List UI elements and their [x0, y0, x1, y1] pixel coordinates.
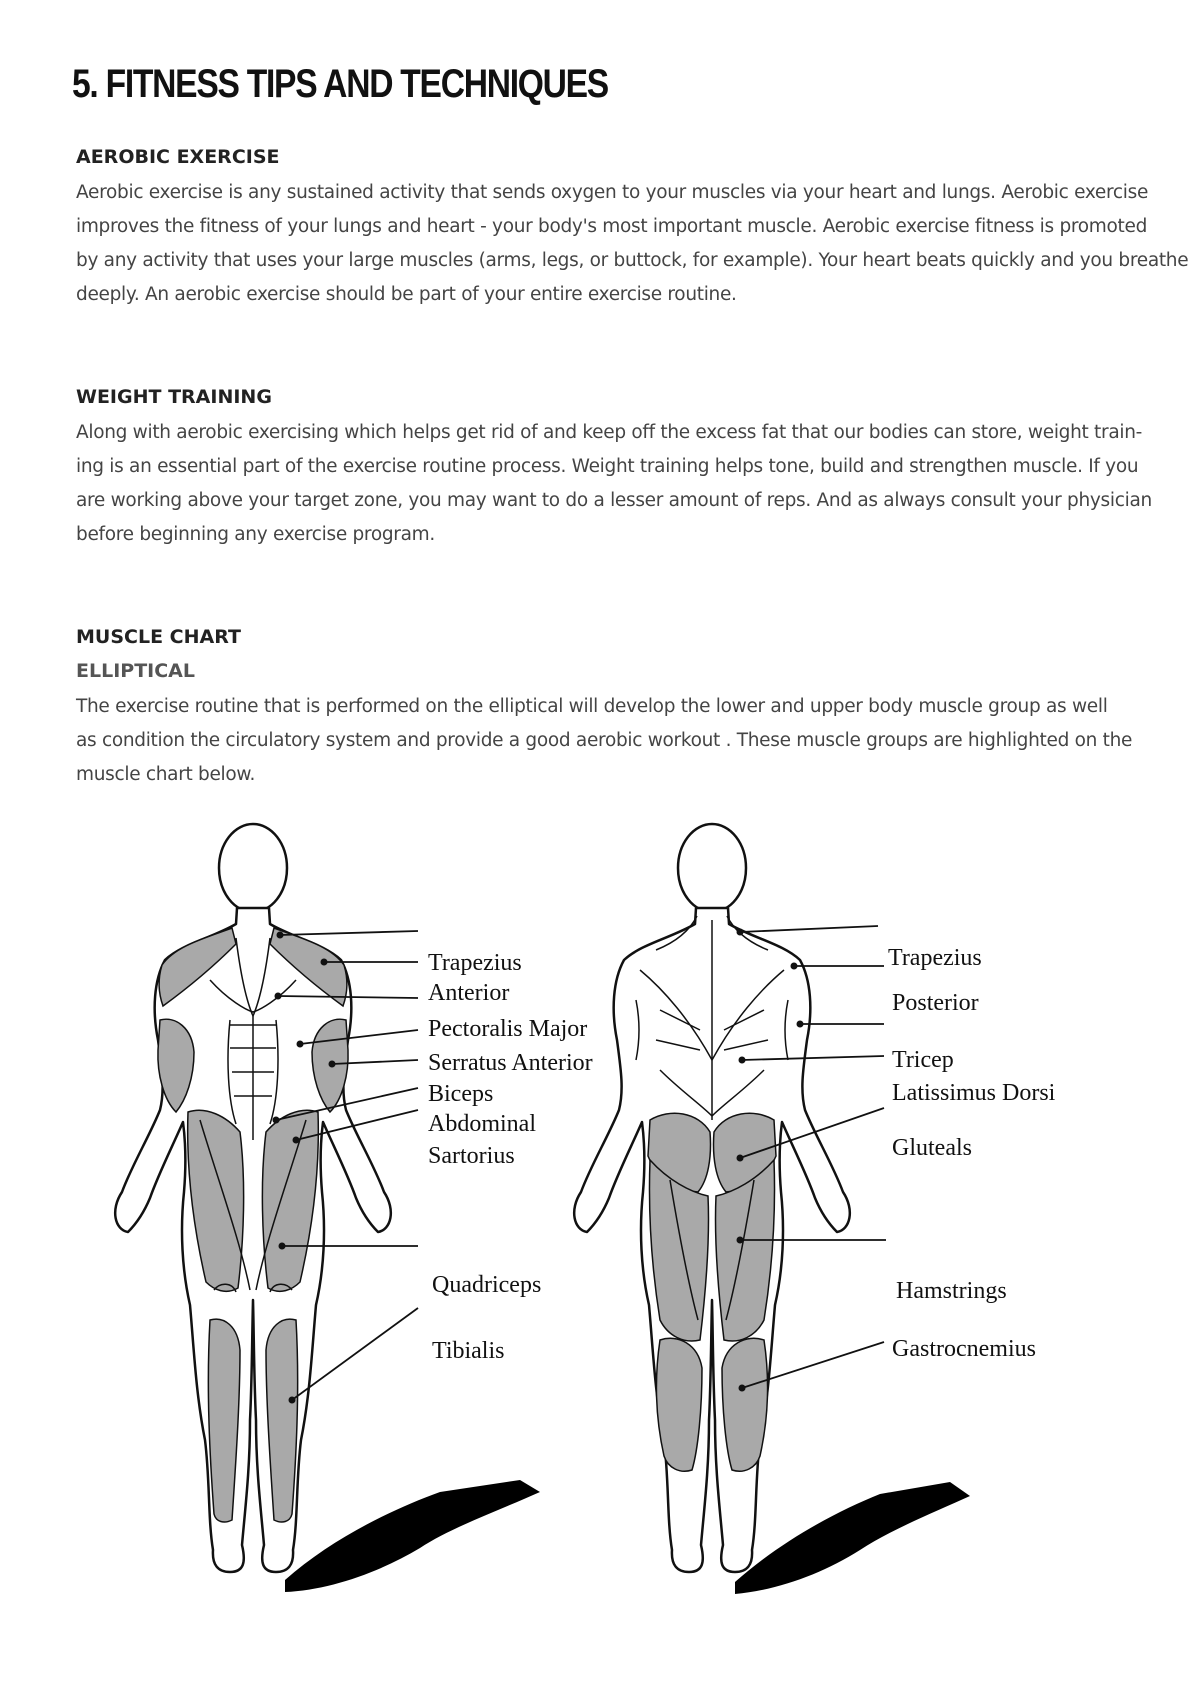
label-biceps: Biceps [428, 1081, 494, 1107]
label-trapezius-back: Trapezius [888, 945, 982, 971]
dot-trapezius-front [277, 932, 284, 939]
weight-line: before beginning any exercise program. [76, 524, 435, 545]
dot-anterior [321, 959, 328, 966]
label-gastrocnemius: Gastrocnemius [892, 1336, 1036, 1362]
front-head [219, 824, 287, 912]
aerobic-heading: AEROBIC EXERCISE [76, 146, 280, 168]
front-figure [115, 824, 540, 1592]
aerobic-line: deeply. An aerobic exercise should be part of your entire exercise routine. [76, 284, 737, 305]
back-labels [888, 945, 1056, 1362]
front-labels [428, 950, 593, 1364]
dot-tricep [797, 1021, 804, 1028]
back-figure [574, 824, 970, 1594]
muscle-line: muscle chart below. [76, 764, 256, 785]
weight-line: are working above your target zone, you may want to do a lesser amount of reps. And as always consult your physician [76, 490, 1152, 511]
label-sartorius: Sartorius [428, 1143, 515, 1169]
elliptical-subheading: ELLIPTICAL [76, 660, 195, 682]
weight-training-paragraph [76, 416, 1152, 552]
dot-gastrocnemius [739, 1385, 746, 1392]
front-body-outline [115, 908, 391, 1572]
muscle-chart-paragraph [76, 690, 1132, 792]
muscle-line: as condition the circulatory system and provide a good aerobic workout . These muscle groups are highlighted on the [76, 730, 1133, 751]
back-right-calf [722, 1338, 767, 1471]
label-posterior: Posterior [892, 990, 979, 1016]
weight-training-heading: WEIGHT TRAINING [76, 386, 272, 408]
page-title: 5. FITNESS TIPS AND TECHNIQUES [72, 62, 608, 106]
dot-latissimus-dorsi [739, 1057, 746, 1064]
dot-quadriceps [279, 1243, 286, 1250]
back-shadow [735, 1482, 970, 1594]
aerobic-line: improves the fitness of your lungs and heart - your body's most important muscle. Aerobic exercise fitness is promoted [76, 216, 1148, 237]
label-anterior: Anterior [428, 980, 510, 1006]
dot-hamstrings [737, 1237, 744, 1244]
dot-serratus-anterior [297, 1041, 304, 1048]
dot-tibialis [289, 1397, 296, 1404]
weight-line: ing is an essential part of the exercise routine process. Weight training helps tone, build and strengthen muscle. If you [76, 456, 1139, 477]
label-tibialis: Tibialis [432, 1338, 505, 1364]
muscle-chart-heading: MUSCLE CHART [76, 626, 241, 648]
leader-trapezius-back [740, 926, 878, 932]
label-trapezius-front: Trapezius [428, 950, 522, 976]
label-pectoralis-major: Pectoralis Major [428, 1016, 588, 1042]
label-hamstrings: Hamstrings [896, 1278, 1007, 1304]
dot-sartorius [293, 1137, 300, 1144]
label-tricep: Tricep [892, 1047, 954, 1073]
label-latissimus-dorsi: Latissimus Dorsi [892, 1080, 1056, 1106]
aerobic-line: by any activity that uses your large muscles (arms, legs, or buttock, for example). Your heart beats quickly and you breathe [76, 250, 1189, 271]
dot-posterior [791, 963, 798, 970]
weight-line: Along with aerobic exercising which helps get rid of and keep off the excess fat that our bodies can store, weight train- [76, 422, 1142, 443]
dot-biceps [329, 1061, 336, 1068]
back-head [678, 824, 746, 912]
back-left-calf [657, 1338, 702, 1471]
label-quadriceps: Quadriceps [432, 1272, 542, 1298]
dot-gluteals [737, 1155, 744, 1162]
leader-trapezius-front [280, 931, 418, 935]
dot-abdominal [273, 1117, 280, 1124]
aerobic-line: Aerobic exercise is any sustained activity that sends oxygen to your muscles via your heart and lungs. Aerobic exercise [76, 182, 1149, 203]
muscle-line: The exercise routine that is performed on the elliptical will develop the lower and upper body muscle group as well [76, 696, 1108, 717]
front-shadow [285, 1480, 540, 1592]
muscle-chart-figure [0, 820, 1191, 1610]
dot-trapezius-back [737, 929, 744, 936]
label-serratus-anterior: Serratus Anterior [428, 1050, 593, 1076]
label-abdominal: Abdominal [428, 1111, 536, 1137]
aerobic-paragraph [76, 176, 1188, 312]
label-gluteals: Gluteals [892, 1135, 972, 1161]
dot-pectoralis-major [275, 993, 282, 1000]
